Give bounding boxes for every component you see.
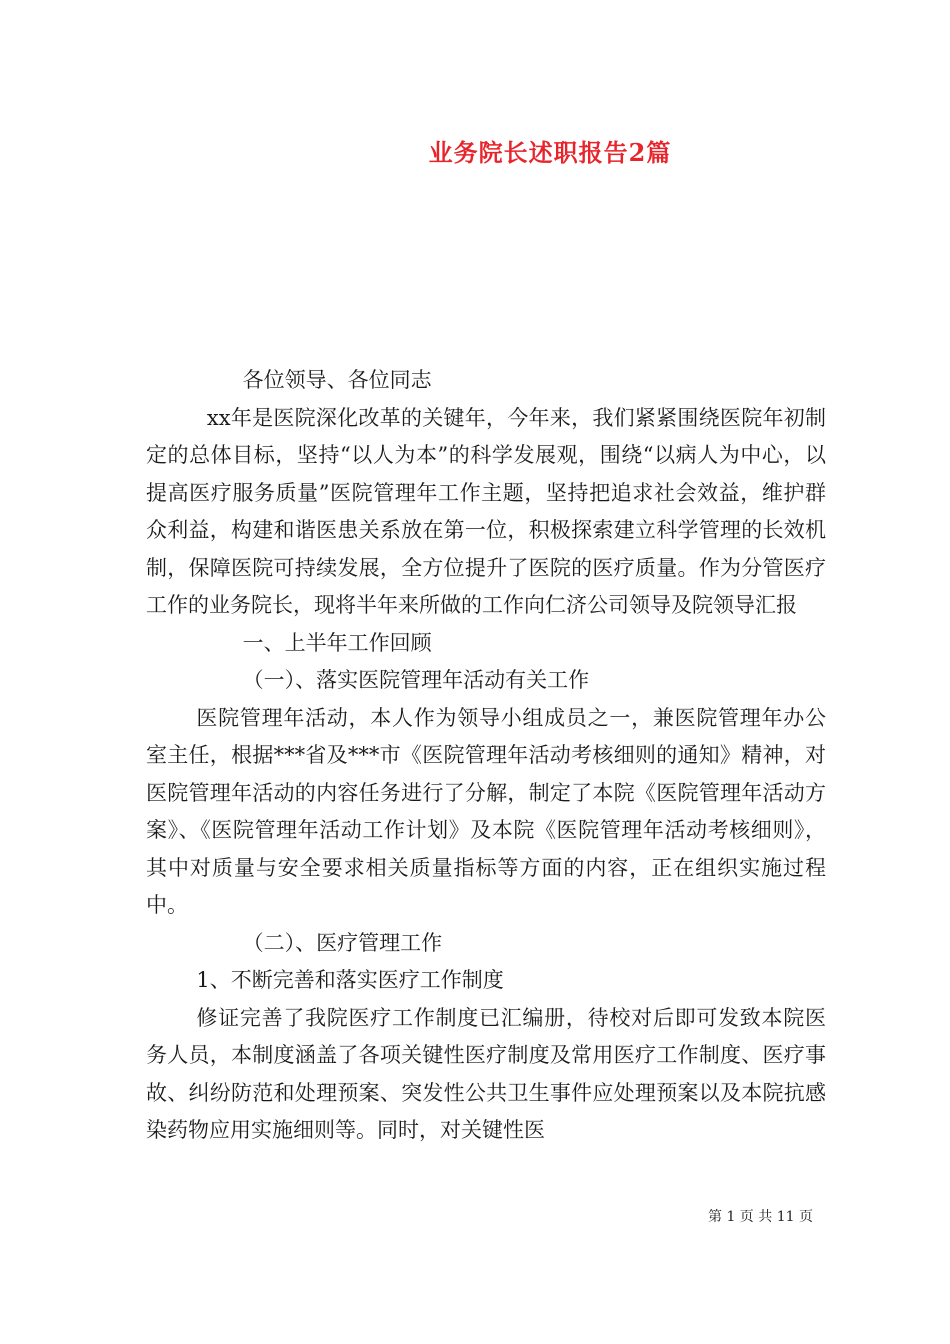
- document-title: 业务院长述职报告2篇: [428, 138, 672, 167]
- document-body: [146, 362, 826, 1150]
- subsection-heading-1: （一）、落实医院管理年活动有关工作: [242, 668, 590, 692]
- intro-paragraph: xx年是医院深化改革的关键年，今年来，我们紧紧围绕医院年初制定的总体目标，坚持“以人为本”的科学发展观，围绕“以病人为中心，以提高医疗服务质量”医院管理年工作主题，坚持把追求社会效益，维护群众利益，构建和谐医患关系放在第一位，积极探索建立科学管理的长效机制，保障医院可持续发展，全方位提升了医院的医疗质量。作为分管医疗工作的业务院长，现将半年来所做的工作向仁济公司领导及院领导汇报: [146, 405, 826, 617]
- item-heading-1: 1、不断完善和落实医疗工作制度: [196, 968, 504, 992]
- subsection-heading-2: （二）、医疗管理工作: [242, 930, 443, 955]
- section-heading-1: 一、上半年工作回顾: [242, 630, 432, 655]
- subsection-paragraph-1: 医院管理年活动，本人作为领导小组成员之一，兼医院管理年办公室主任，根据***省及***市《医院管理年活动考核细则的通知》精神，对医院管理年活动的内容任务进行了分解，制定了本院《医院管理年活动方案》、《医院管理年活动工作计划》及本院《医院管理年活动考核细则》，其中对质量与安全要求相关质量指标等方面的内容，正在组织实施过程中。: [146, 705, 826, 917]
- page-number-footer: 第 1 页 共 11 页: [708, 1209, 813, 1225]
- item-paragraph-1: 修证完善了我院医疗工作制度已汇编册，待校对后即可发致本院医务人员，本制度涵盖了各项关键性医疗制度及常用医疗工作制度、医疗事故、纠纷防范和处理预案、突发性公共卫生事件应处理预案以及本院抗感染药物应用实施细则等。同时，对关键性医: [146, 1005, 826, 1142]
- salutation: 各位领导、各位同志: [242, 368, 432, 392]
